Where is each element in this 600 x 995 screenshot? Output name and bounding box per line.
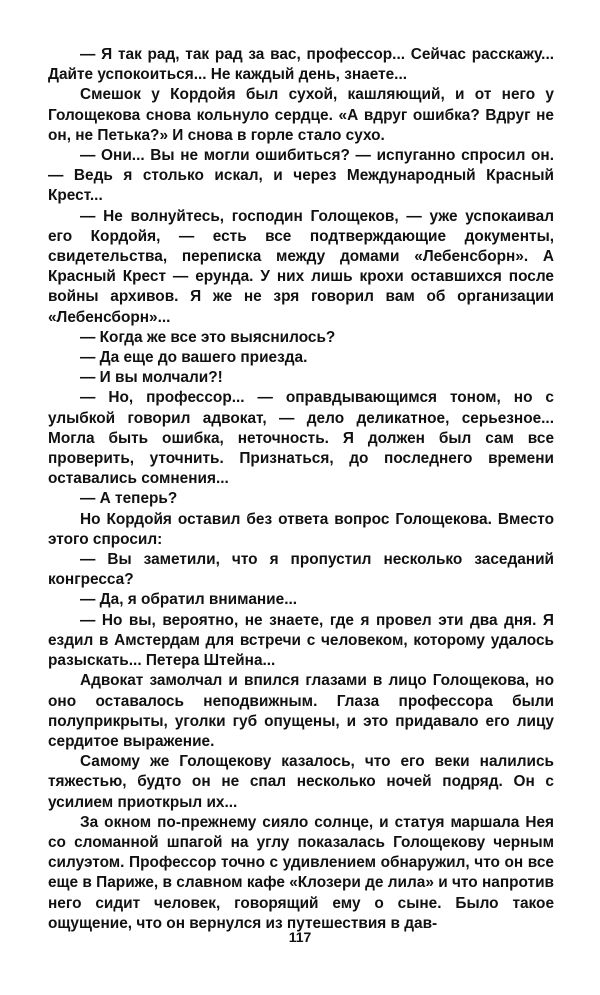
paragraph-14: Адвокат замолчал и впился глазами в лицо Голощекова, но оно оставалось неподвижным. Глаза профессора были полуприкрыты, уголки губ опущены, и это придавало его лицу сердитое выражение. bbox=[48, 672, 554, 750]
paragraph-1: — Я так рад, так рад за вас, профессор... Сейчас расскажу... Дайте успокоиться... Не каждый день, знаете... bbox=[48, 46, 554, 84]
paragraph-11: — Вы заметили, что я пропустил несколько заседаний конгресса? bbox=[48, 551, 554, 589]
paragraph-10: Но Кордойя оставил без ответа вопрос Голощекова. Вместо этого спросил: bbox=[48, 510, 554, 548]
page-text bbox=[48, 45, 554, 934]
paragraph-2: Смешок у Кордойя был сухой, кашляющий, и от него у Голощекова снова кольнуло сердце. «А вдруг ошибка? Вдруг не он, не Петька?» И снова в горле стало сухо. bbox=[48, 86, 554, 144]
paragraph-4: — Не волнуйтесь, господин Голощеков, — уже успокаивал его Кордойя, — есть все подтверждающие документы, свидетельства, переписка между домами «Лебенсборн». А Красный Крест — ерунда. У них лишь крохи оставшихся после войны архивов. Я же не зря говорил вам об организации «Лебенсборн»... bbox=[48, 207, 554, 326]
paragraph-13: — Но вы, вероятно, не знаете, где я провел эти два дня. Я ездил в Амстердам для встречи с человеком, которому удалось разыскать... Петера Штейна... bbox=[48, 611, 554, 670]
paragraph-3: — Они... Вы не могли ошибиться? — испуганно спросил он. — Ведь я столько искал, и через Международный Красный Крест... bbox=[48, 147, 554, 205]
paragraph-8: — Но, профессор... — оправдывающимся тоном, но с улыбкой говорил адвокат, — дело деликатное, серьезное... Могла быть ошибка, неточность. Я должен был сам все проверить, уточнить. Признаться, до последнего времени оставались сомнения... bbox=[48, 389, 554, 488]
paragraph-12: — Да, я обратил внимание... bbox=[80, 591, 298, 609]
paragraph-6: — Да еще до вашего приезда. bbox=[80, 349, 308, 367]
page-number: 117 bbox=[288, 929, 312, 945]
paragraph-16: За окном по-прежнему сияло солнце, и статуя маршала Нея со сломанной шпагой на углу показалась Голощекову черным силуэтом. Профессор точно с удивлением обнаружил, что он все еще в Париже, в славном кафе «Клозери де лила» и что напротив него сидит человек, говорящий ему о сыне. Было такое ощущение, что он вернулся из путешествия в дав- bbox=[48, 813, 554, 932]
paragraph-5: — Когда же все это выяснилось? bbox=[80, 328, 336, 346]
paragraph-15: Самому же Голощекову казалось, что его веки налились тяжестью, будто он не спал несколько ночей подряд. Он с усилием приоткрыл их... bbox=[48, 753, 554, 811]
paragraph-7: — И вы молчали?! bbox=[80, 369, 223, 387]
paragraph-9: — А теперь? bbox=[80, 490, 178, 508]
